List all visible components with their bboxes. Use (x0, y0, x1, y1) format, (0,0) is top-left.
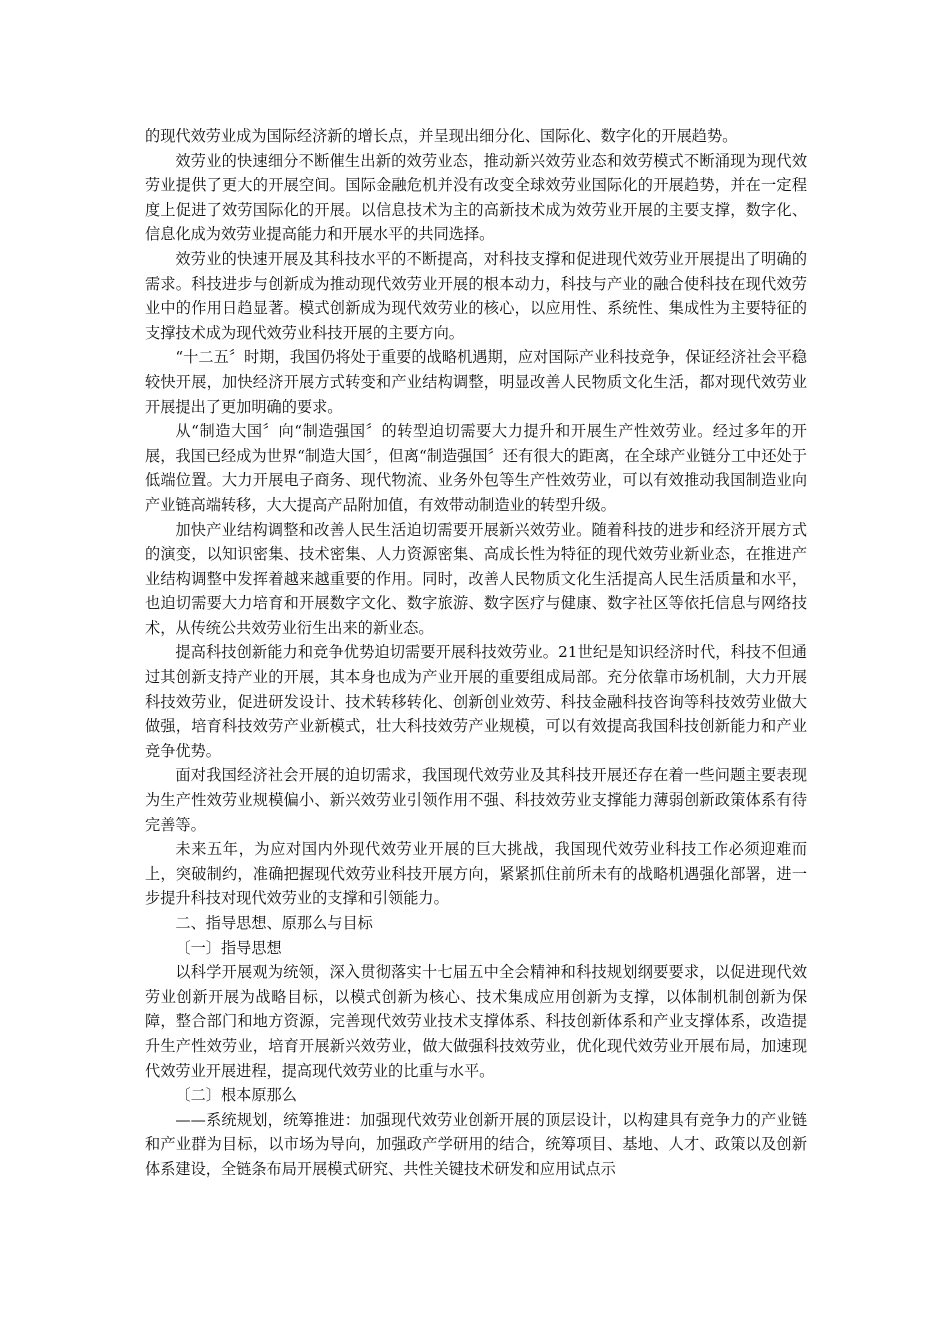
paragraph-2: 效劳业的快速细分不断催生出新的效劳业态，推动新兴效劳业态和效劳模式不断涌现为现代效劳业提供了更大的开展空间。国际金融危机并没有改变全球效劳业国际化的开展趋势，并在一定程度上促进了效劳国际化的开展。以信息技术为主的高新技术成为效劳业开展的主要支撑，数字化、信息化成为效劳业提高能力和开展水平的共同选择。 (145, 151, 807, 244)
section-heading: 二、指导思想、原那么与目标 (175, 914, 373, 932)
subsection-heading-guiding: 〔一〕指导思想 (175, 938, 282, 957)
paragraph-5: 从“制造大国〞向“制造强国〞的转型迫切需要大力提升和开展生产性效劳业。经过多年的开展，我国已经成为世界“制造大国〞，但离“制造强国〞还有很大的距离，在全球产业链分工中还处于低端位置。大力开展电子商务、现代物流、业务外包等生产性效劳业，可以有效推动我国制造业向产业链高端转移，大大提高产品附加值，有效带动制造业的转型升级。 (145, 422, 807, 514)
paragraph-3: 效劳业的快速开展及其科技水平的不断提高，对科技支撑和促进现代效劳业开展提出了明确的需求。科技进步与创新成为推动现代效劳业开展的根本动力，科技与产业的融合使科技在现代效劳业中的作用日趋显著。模式创新成为现代效劳业的核心，以应用性、系统性、集成性为主要特征的支撑技术成为现代效劳业科技开展的主要方向。 (145, 249, 807, 342)
guiding-thought-paragraph: 以科学开展观为统领，深入贯彻落实十七届五中全会精神和科技规划纲要要求，以促进现代效劳业创新开展为战略目标，以模式创新为核心、技术集成应用创新为支撑，以体制机制创新为保障，整合部门和地方资源，完善现代效劳业技术支撑体系、科技创新体系和产业支撑体系，改造提升生产性效劳业，培育开展新兴效劳业，做大做强科技效劳业，优化现代效劳业开展布局，加速现代效劳业开展进程，提高现代效劳业的比重与水平。 (145, 963, 807, 1080)
paragraph-6: 加快产业结构调整和改善人民生活迫切需要开展新兴效劳业。随着科技的进步和经济开展方式的演变，以知识密集、技术密集、人力资源密集、高成长性为特征的现代效劳业新业态，在推进产业结构调整中发挥着越来越重要的作用。同时，改善人民物质文化生活提高人民生活质量和水平，也迫切需要大力培育和开展数字文化、数字旅游、数字医疗与健康、数字社区等依托信息与网络技术，从传统公共效劳业衍生出来的新业态。 (145, 520, 807, 637)
paragraph-1: 的现代效劳业成为国际经济新的增长点，并呈现出细分化、国际化、数字化的开展趋势。 (145, 127, 738, 145)
principles-paragraph: ——系统规划，统筹推进：加强现代效劳业创新开展的顶层设计，以构建具有竞争力的产业链和产业群为目标，以市场为导向，加强政产学研用的结合，统筹项目、基地、人才、政策以及创新体系建设，全链条布局开展模式研究、共性关键技术研发和应用试点示 (145, 1110, 807, 1178)
paragraph-4: “十二五〞时期，我国仍将处于重要的战略机遇期，应对国际产业科技竞争，保证经济社会平稳较快开展，加快经济开展方式转变和产业结构调整，明显改善人民物质文化生活，都对现代效劳业开展提出了更加明确的要求。 (145, 348, 807, 416)
paragraph-7: 提高科技创新能力和竞争优势迫切需要开展科技效劳业。21世纪是知识经济时代，科技不但通过其创新支持产业的开展，其本身也成为产业开展的重要组成局部。充分依靠市场机制，大力开展科技效劳业，促进研发设计、技术转移转化、创新创业效劳、科技金融科技咨询等科技效劳业做大做强，培育科技效劳产业新模式，壮大科技效劳产业规模，可以有效提高我国科技创新能力和产业竞争优势。 (145, 643, 807, 760)
paragraph-9: 未来五年，为应对国内外现代效劳业开展的巨大挑战，我国现代效劳业科技工作必须迎难而上，突破制约，准确把握现代效劳业科技开展方向，紧紧抓住前所未有的战略机遇强化部署，进一步提升科技对现代效劳业的支撑和引领能力。 (145, 840, 807, 908)
subsection-heading-principles: 〔二〕根本原那么 (175, 1086, 297, 1105)
paragraph-8: 面对我国经济社会开展的迫切需求，我国现代效劳业及其科技开展还存在着一些问题主要表现为生产性效劳业规模偏小、新兴效劳业引领作用不强、科技效劳业支撑能力薄弱创新政策体系有待完善等。 (145, 766, 807, 834)
document-page (145, 124, 807, 1182)
